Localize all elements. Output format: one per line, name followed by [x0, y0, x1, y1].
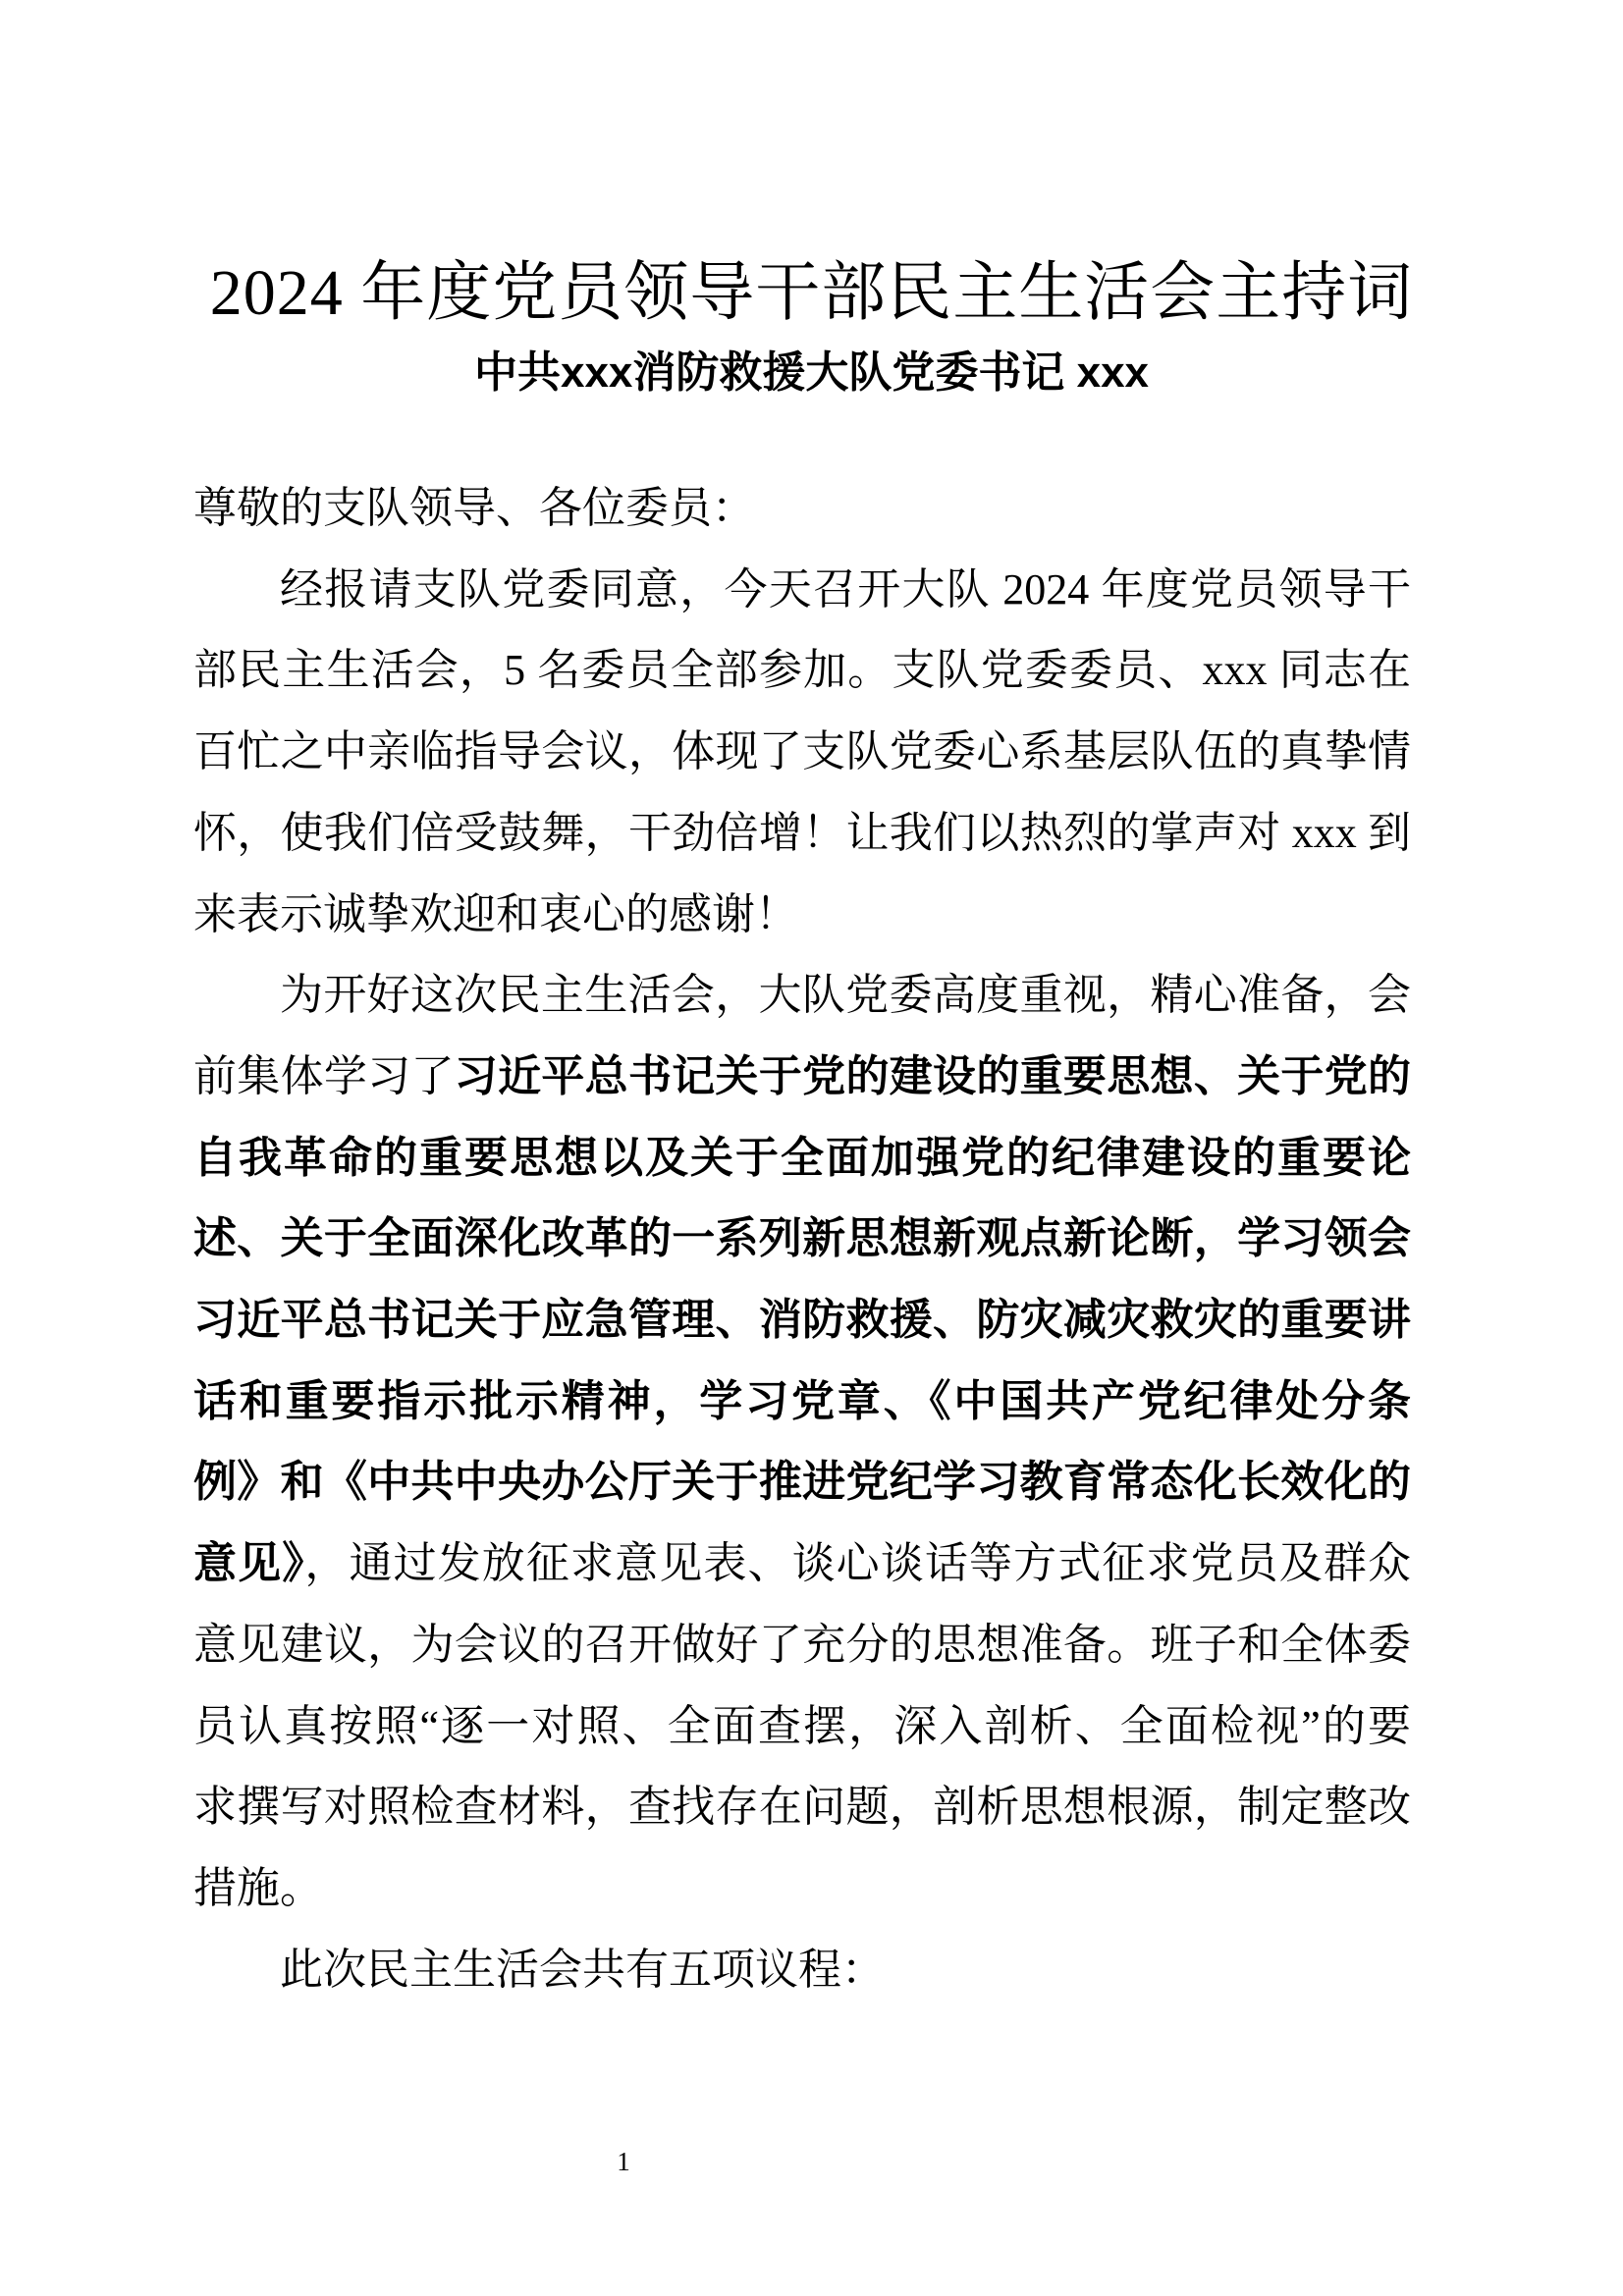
text-segment: 措施。 [193, 1863, 323, 1912]
body-line [193, 1523, 1411, 1605]
text-segment: 部民主生活会，5 名委员全部参加。支队党委委员、xxx 同志在 [193, 646, 1411, 695]
body-line [193, 955, 1411, 1037]
text-segment: 前集体学习了 [193, 1051, 455, 1100]
body-line [193, 1362, 1411, 1443]
body-line [193, 550, 1411, 631]
body-line [193, 1280, 1411, 1362]
body-line [193, 1442, 1411, 1523]
body-line [193, 1605, 1411, 1686]
text-segment: 尊敬的支队领导、各位委员： [193, 484, 755, 532]
body-line [193, 1686, 1411, 1768]
body-line [193, 1199, 1411, 1280]
body-line [193, 793, 1411, 875]
text-segment: ，通过发放征求意见表、谈心谈话等方式征求党员及群众 [304, 1539, 1412, 1588]
page-subtitle: 中共xxx消防救援大队党委书记 xxx [473, 347, 1150, 397]
bold-text-segment: 自我革命的重要思想以及关于全面加强党的纪律建设的重要论 [193, 1133, 1411, 1182]
text-segment: 求撰写对照检查材料，查找存在问题，剖析思想根源，制定整改 [193, 1783, 1411, 1832]
text-segment: 意见建议，为会议的召开做好了充分的思想准备。班子和全体委 [193, 1620, 1411, 1669]
text-segment: 百忙之中亲临指导会议，体现了支队党委心系基层队伍的真挚情 [193, 727, 1411, 776]
body-line [193, 1767, 1411, 1848]
text-segment: 为开好这次民主生活会，大队党委高度重视，精心准备，会 [280, 971, 1411, 1020]
page-title: 2024 年度党员领导干部民主生活会主持词 [209, 257, 1414, 330]
bold-text-segment: 话和重要指示批示精神，学习党章、《中国共产党纪律处分条 [193, 1376, 1411, 1425]
body-line [193, 1848, 1411, 1930]
text-segment: 怀，使我们倍受鼓舞，干劲倍增！让我们以热烈的掌声对 xxx 到 [193, 808, 1411, 857]
text-segment: 经报请支队党委同意，今天召开大队 2024 年度党员领导干 [280, 564, 1411, 614]
bold-text-segment: 述、关于全面深化改革的一系列新思想新观点新论断，学习领会 [193, 1214, 1411, 1263]
bold-text-segment: 习近平总书记关于党的建设的重要思想、关于党的 [454, 1051, 1412, 1100]
page-number: 1 [617, 2147, 630, 2176]
bold-text-segment: 习近平总书记关于应急管理、消防救援、防灾减灾救灾的重要讲 [193, 1296, 1411, 1345]
body-line [193, 1118, 1411, 1200]
body-line [193, 712, 1411, 793]
bold-text-segment: 例》和《中共中央办公厅关于推进党纪学习教育常态化长效化的 [193, 1458, 1411, 1507]
text-segment: 此次民主生活会共有五项议程： [280, 1945, 885, 1994]
body-line [193, 1930, 1411, 2011]
body-line [193, 630, 1411, 712]
body-line [193, 468, 1411, 550]
body-line [193, 875, 1411, 956]
document-body [193, 468, 1411, 2010]
body-line [193, 1037, 1411, 1118]
text-segment: 来表示诚挚欢迎和衷心的感谢！ [193, 889, 798, 938]
text-segment: 员认真按照“逐一对照、全面查摆，深入剖析、全面检视”的要 [193, 1701, 1411, 1750]
bold-text-segment: 意见》 [193, 1539, 305, 1588]
